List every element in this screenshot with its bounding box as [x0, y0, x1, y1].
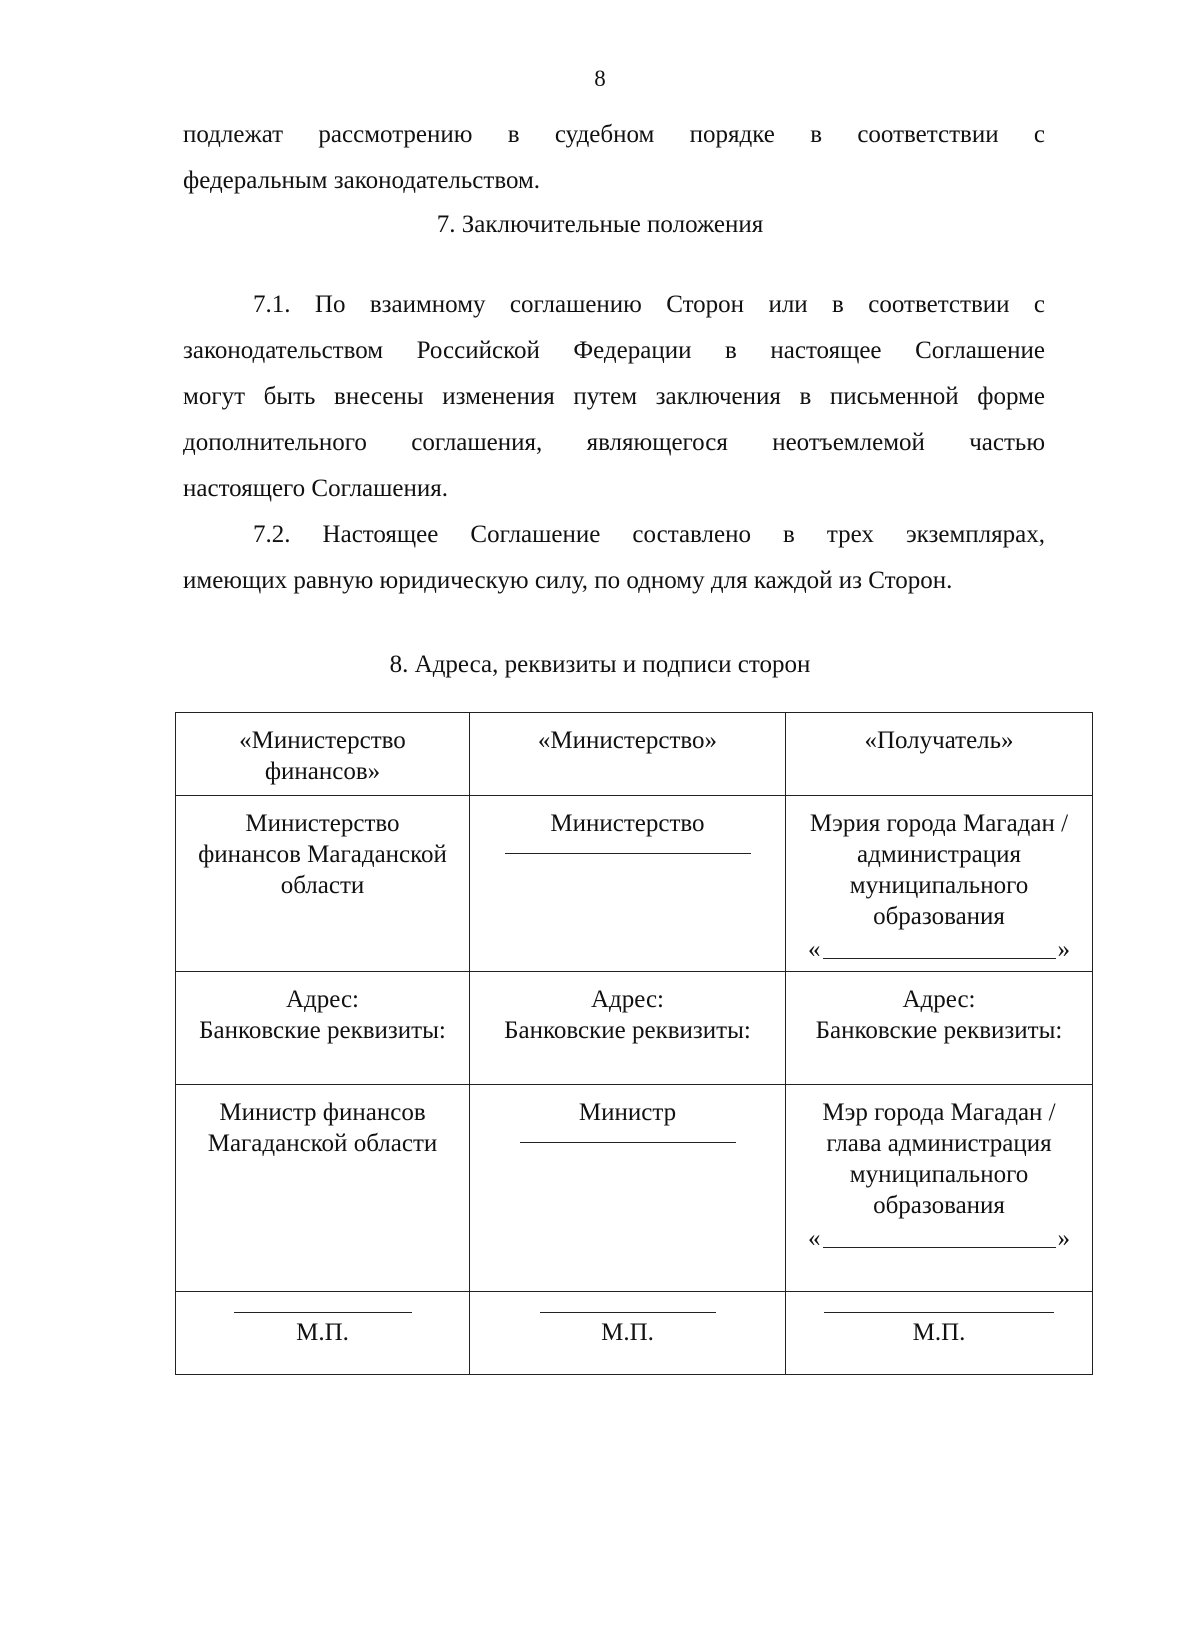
minister-name-blank	[520, 1138, 736, 1143]
intro-line-2: федеральным законодательством.	[183, 167, 541, 194]
org-ministry-label: Министерство	[550, 810, 705, 837]
section-8-heading: 8. Адреса, реквизиты и подписи сторон	[389, 651, 811, 678]
table-row-headers	[176, 713, 1093, 796]
stamp-cell-ministry	[470, 1292, 786, 1375]
p71-line-4: дополнительного соглашения, являющегося неотъемлемой частью	[183, 429, 1045, 456]
close-quote: »	[1057, 936, 1070, 963]
org-cell-ministry	[470, 796, 786, 972]
intro-line-1: подлежат рассмотрению в судебном порядке в соответствии с	[183, 121, 1045, 148]
header-finance-line-1: «Министерство	[239, 727, 406, 754]
org-finance-line-1: Министерство	[245, 810, 400, 837]
position-finance-line-1: Министр финансов	[219, 1099, 426, 1126]
bank-details-label: Банковские реквизиты:	[815, 1017, 1063, 1044]
table-row-positions	[176, 1085, 1093, 1292]
signatures-table	[175, 712, 1093, 1375]
position-cell-recipient	[786, 1085, 1093, 1292]
address-label: Адрес:	[285, 986, 360, 1013]
header-cell-finance	[176, 713, 470, 796]
position-cell-ministry	[470, 1085, 786, 1292]
signature-line	[824, 1304, 1054, 1313]
table-row-organizations	[176, 796, 1093, 972]
intro-paragraph	[183, 112, 1045, 204]
header-cell-recipient	[786, 713, 1093, 796]
position-recipient-line-4: образования	[873, 1192, 1005, 1219]
p72-line-2: имеющих равную юридическую силу, по одному для каждой из Сторон.	[183, 567, 953, 594]
org-recipient-line-3: муниципального	[849, 872, 1029, 899]
org-finance-line-3: области	[280, 872, 365, 899]
stamp-cell-finance	[176, 1292, 470, 1375]
blank-fill	[823, 934, 1056, 959]
position-cell-finance	[176, 1085, 470, 1292]
org-recipient-line-4: образования	[873, 903, 1005, 930]
org-cell-recipient	[786, 796, 1093, 972]
p71-line-3: могут быть внесены изменения путем заключения в письменной форме	[183, 383, 1045, 410]
ministry-name-blank	[505, 849, 751, 854]
position-recipient-line-1: Мэр города Магадан /	[822, 1099, 1056, 1126]
address-cell-recipient	[786, 972, 1093, 1085]
p72-line-1: 7.2. Настоящее Соглашение составлено в трех экземплярах,	[253, 521, 1045, 548]
stamp-label: М.П.	[601, 1319, 654, 1346]
open-quote: «	[808, 1225, 821, 1252]
header-cell-ministry	[470, 713, 786, 796]
address-cell-finance	[176, 972, 470, 1085]
org-recipient-line-1: Мэрия города Магадан /	[809, 810, 1069, 837]
stamp-label: М.П.	[912, 1319, 966, 1346]
position-recipient-line-3: муниципального	[849, 1161, 1029, 1188]
bank-details-label: Банковские реквизиты:	[504, 1017, 751, 1044]
p71-line-1: 7.1. По взаимному соглашению Сторон или в соответствии с	[253, 291, 1045, 318]
org-recipient-line-2: администрация	[857, 841, 1021, 868]
table-row-stamps	[176, 1292, 1093, 1375]
signature-line	[540, 1304, 716, 1313]
position-ministry: Министр	[578, 1099, 677, 1126]
blank-fill	[823, 1223, 1056, 1248]
paragraph-7-1	[183, 282, 1045, 512]
bank-details-label: Банковские реквизиты:	[199, 1017, 446, 1044]
position-recipient-line-2: глава администрация	[826, 1130, 1052, 1157]
municipality-name-blank	[794, 934, 1084, 965]
stamp-label: М.П.	[296, 1319, 349, 1346]
org-finance-line-2: финансов Магаданской	[198, 841, 447, 868]
table-row-addresses	[176, 972, 1093, 1085]
paragraph-7-2	[183, 512, 1045, 604]
header-recipient: «Получатель»	[864, 727, 1014, 754]
position-finance-line-2: Магаданской области	[207, 1130, 438, 1157]
address-label: Адрес:	[590, 986, 665, 1013]
stamp-cell-recipient	[786, 1292, 1093, 1375]
address-label: Адрес:	[902, 986, 976, 1013]
p71-line-2: законодательством Российской Федерации в настоящее Соглашение	[183, 337, 1045, 364]
page-number: 8	[594, 66, 606, 91]
close-quote: »	[1057, 1225, 1070, 1252]
org-cell-finance	[176, 796, 470, 972]
section-7-heading: 7. Заключительные положения	[436, 211, 764, 238]
p71-line-5: настоящего Соглашения.	[183, 475, 449, 502]
header-finance-line-2: финансов»	[264, 758, 381, 785]
municipality-head-blank	[794, 1223, 1084, 1254]
open-quote: «	[808, 936, 821, 963]
signature-line	[234, 1304, 412, 1313]
address-cell-ministry	[470, 972, 786, 1085]
header-ministry: «Министерство»	[537, 727, 718, 754]
